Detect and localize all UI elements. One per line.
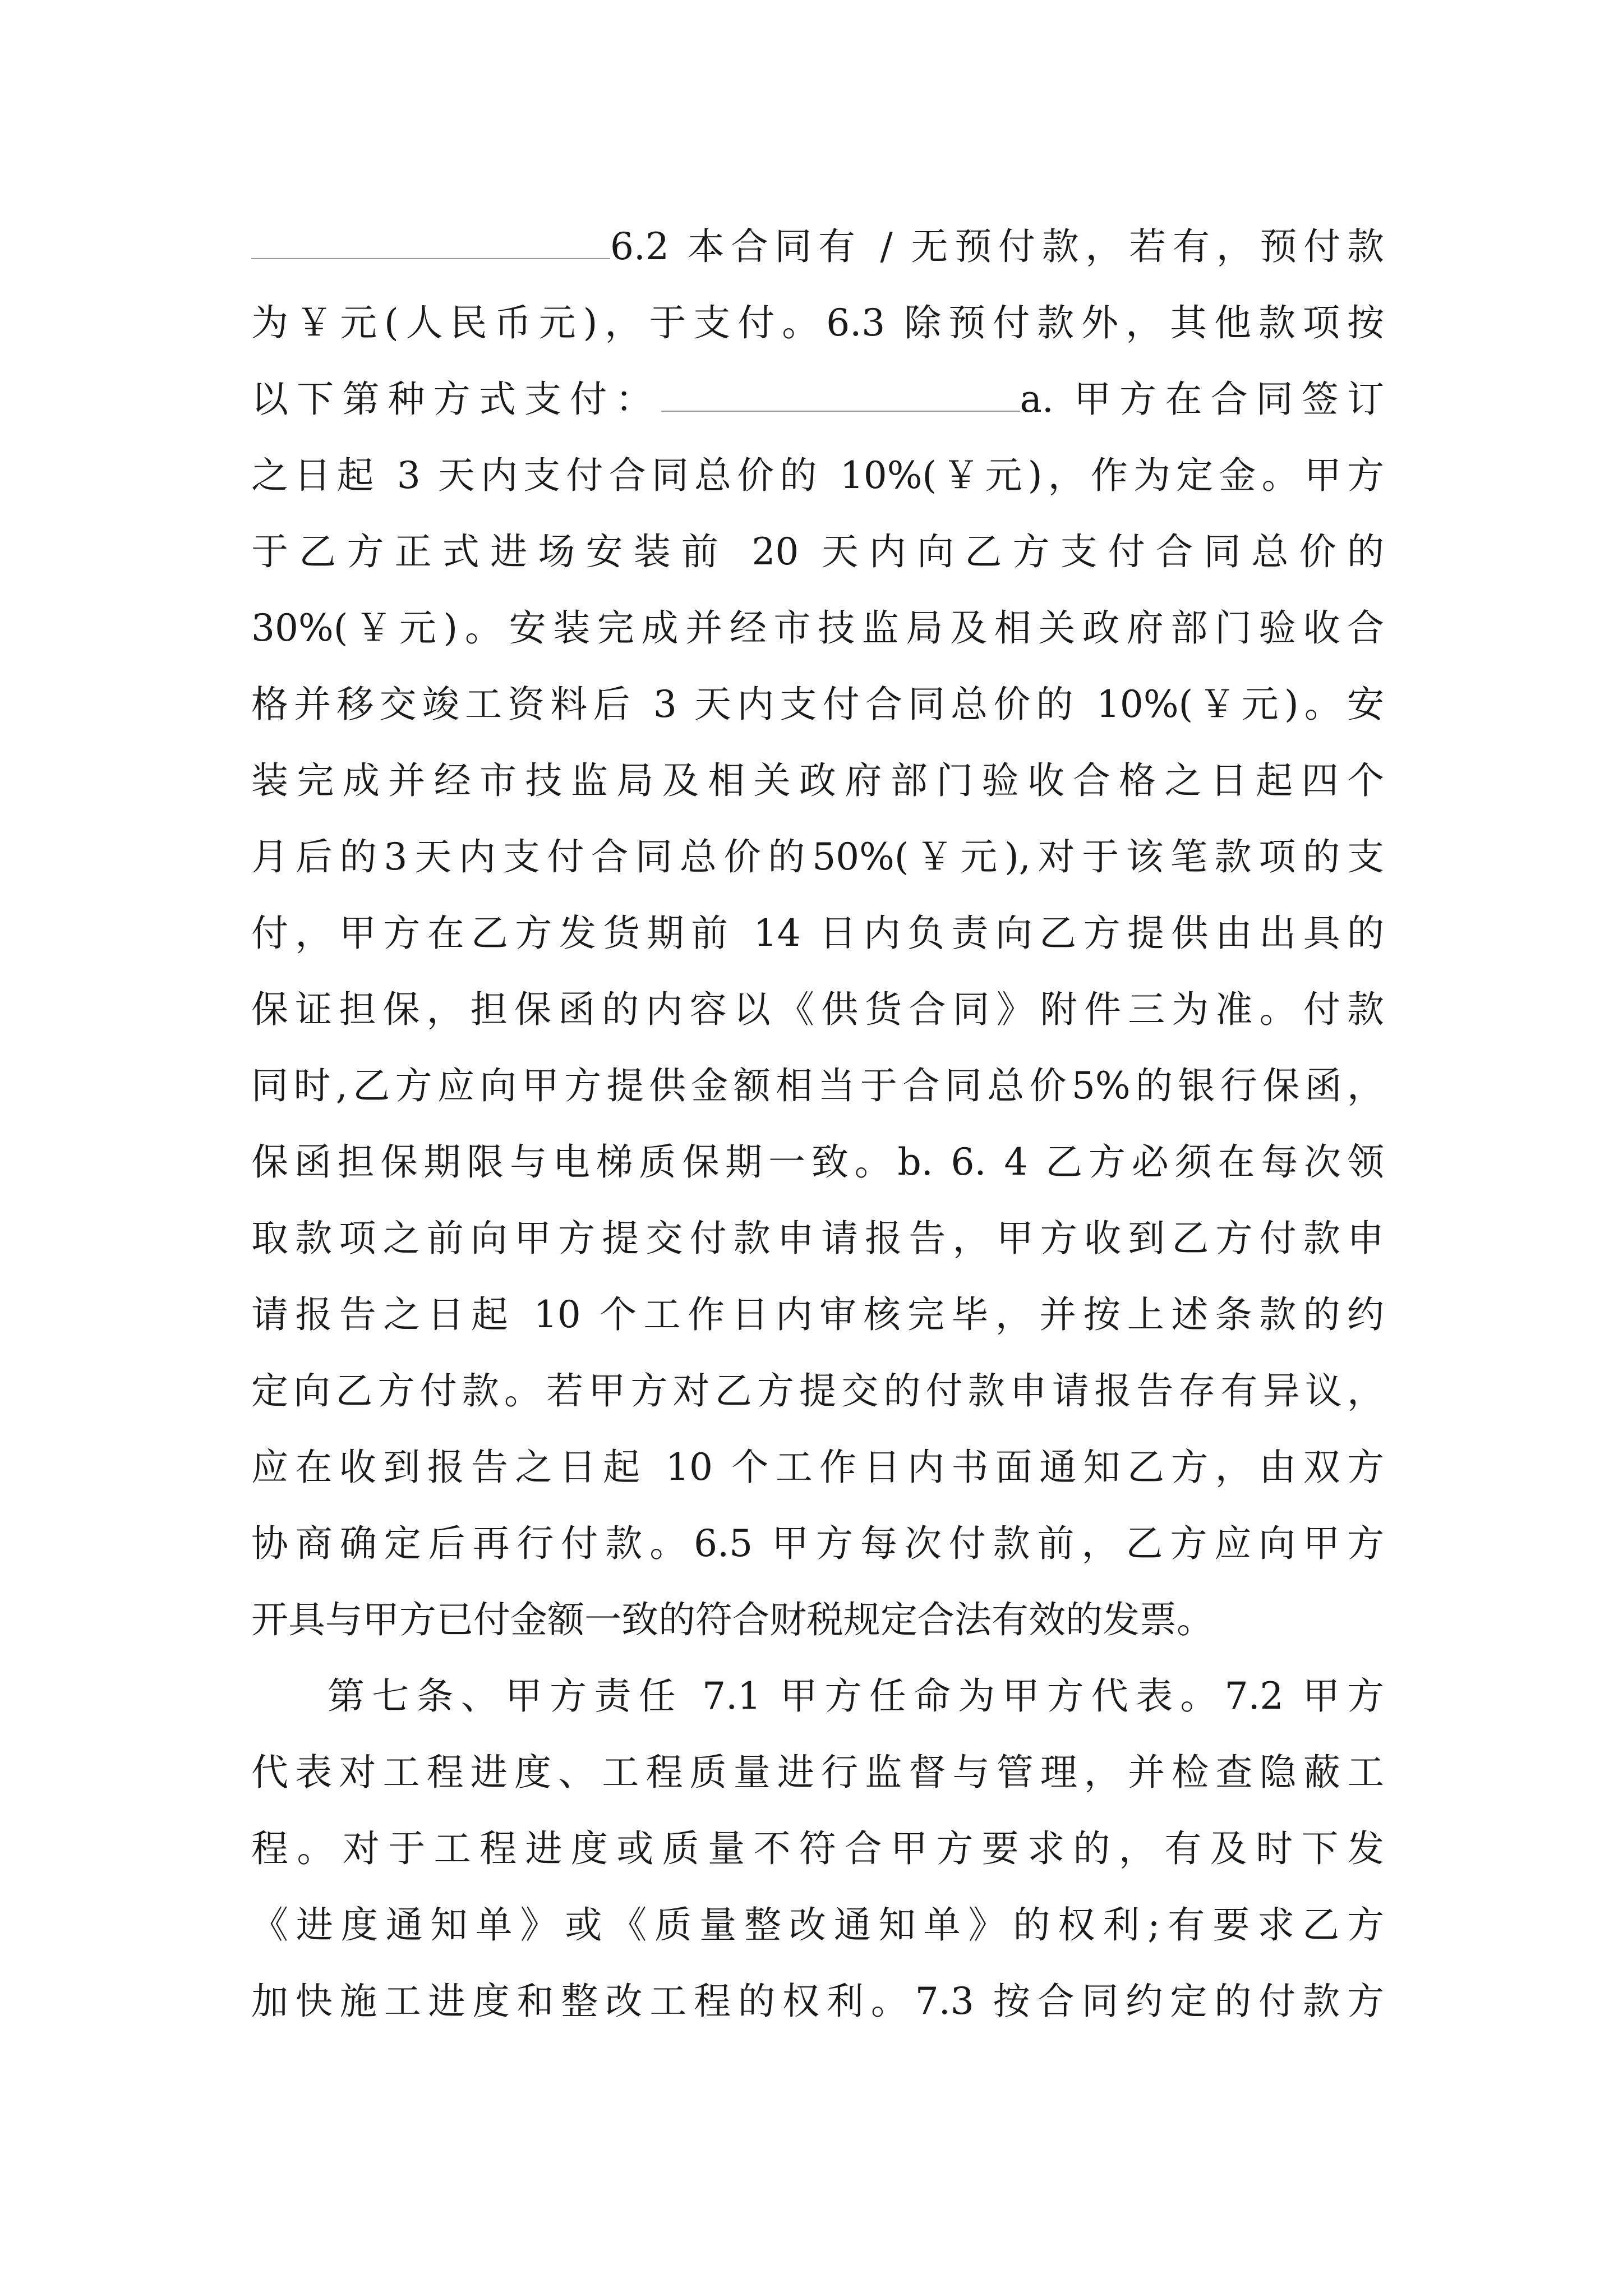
text-line-18 — [251, 1506, 1384, 1582]
line-text: 装完成并经市技监局及相关政府部门验收合格之日起四个 — [251, 759, 1384, 802]
text-line-5 — [251, 514, 1384, 590]
line-text: 应在收到报告之日起 10 个工作日内书面通知乙方，由双方 — [251, 1446, 1384, 1489]
line-text: 协商确定后再行付款。6.5 甲方每次付款前，乙方应向甲方 — [251, 1522, 1384, 1565]
line-text: 同时,乙方应向甲方提供金额相当于合同总价5%的银行保函， — [251, 1064, 1384, 1107]
line-text: 于乙方正式进场安装前 20 天内向乙方支付合同总价的 — [251, 530, 1384, 573]
line-text: 格并移交竣工资料后 3 天内支付合同总价的 10%(￥元)。安 — [251, 683, 1384, 726]
text-line-4 — [251, 438, 1384, 514]
text-line-21 — [251, 1734, 1384, 1811]
line-text: 程。对于工程进度或质量不符合甲方要求的，有及时下发 — [251, 1827, 1384, 1870]
text-line-14 — [251, 1200, 1384, 1277]
line-text: 30%(￥元)。安装完成并经市技监局及相关政府部门验收合 — [251, 606, 1384, 650]
line-text: 请报告之日起 10 个工作日内审核完毕，并按上述条款的约 — [251, 1293, 1384, 1336]
text-line-22 — [251, 1811, 1384, 1887]
text-line-11 — [251, 972, 1384, 1048]
line-text: 月后的3天内支付合同总价的50%(￥元),对于该笔款项的支 — [251, 835, 1384, 878]
text-line-8 — [251, 743, 1384, 819]
text-line-23 — [251, 1887, 1384, 1963]
line-text: 第七条、甲方责任 7.1 甲方任命为甲方代表。7.2 甲方 — [328, 1674, 1384, 1718]
line-text: 6.2 本合同有 / 无预付款，若有，预付款 — [610, 225, 1384, 268]
text-line-24 — [251, 1963, 1384, 2040]
line-text: 保证担保，担保函的内容以《供货合同》附件三为准。付款 — [251, 988, 1384, 1031]
line-text: a. 甲方在合同签订 — [1020, 378, 1384, 421]
line-text: 《进度通知单》或《质量整改通知单》的权利;有要求乙方 — [251, 1903, 1384, 1947]
text-line-17 — [251, 1429, 1384, 1506]
text-line-12 — [251, 1048, 1384, 1124]
line-text: 加快施工进度和整改工程的权利。7.3 按合同约定的付款方 — [251, 1980, 1384, 2023]
text-line-7 — [251, 666, 1384, 743]
text-line-1 — [251, 209, 1384, 285]
text-line-16 — [251, 1353, 1384, 1429]
line-text: 取款项之前向甲方提交付款申请报告，甲方收到乙方付款申 — [251, 1217, 1384, 1260]
text-line-13 — [251, 1124, 1384, 1200]
text-line-6 — [251, 590, 1384, 666]
line-text: 定向乙方付款。若甲方对乙方提交的付款申请报告存有异议， — [251, 1369, 1384, 1412]
line-text: 付，甲方在乙方发货期前 14 日内负责向乙方提供由出具的 — [251, 912, 1384, 955]
line-text: 开具与甲方已付金额一致的符合财税规定合法有效的发票。 — [251, 1598, 1214, 1641]
text-line-3 — [251, 361, 1384, 438]
fill-in-blank[interactable] — [661, 366, 1020, 412]
text-line-10 — [251, 895, 1384, 972]
line-text: 以下第种方式支付： — [251, 378, 661, 421]
text-line-2 — [251, 285, 1384, 361]
text-line-9 — [251, 819, 1384, 895]
line-text: 为￥元(人民币元)，于支付。6.3 除预付款外，其他款项按 — [251, 301, 1384, 344]
text-line-19 — [251, 1582, 1384, 1658]
fill-in-blank[interactable] — [251, 213, 610, 259]
line-text: 之日起 3 天内支付合同总价的 10%(￥元)，作为定金。甲方 — [251, 454, 1384, 497]
line-text: 代表对工程进度、工程质量进行监督与管理，并检查隐蔽工 — [251, 1751, 1384, 1794]
text-line-20 — [328, 1658, 1384, 1734]
line-text: 保函担保期限与电梯质保期一致。b. 6. 4 乙方必须在每次领 — [251, 1140, 1384, 1184]
text-line-15 — [251, 1277, 1384, 1353]
